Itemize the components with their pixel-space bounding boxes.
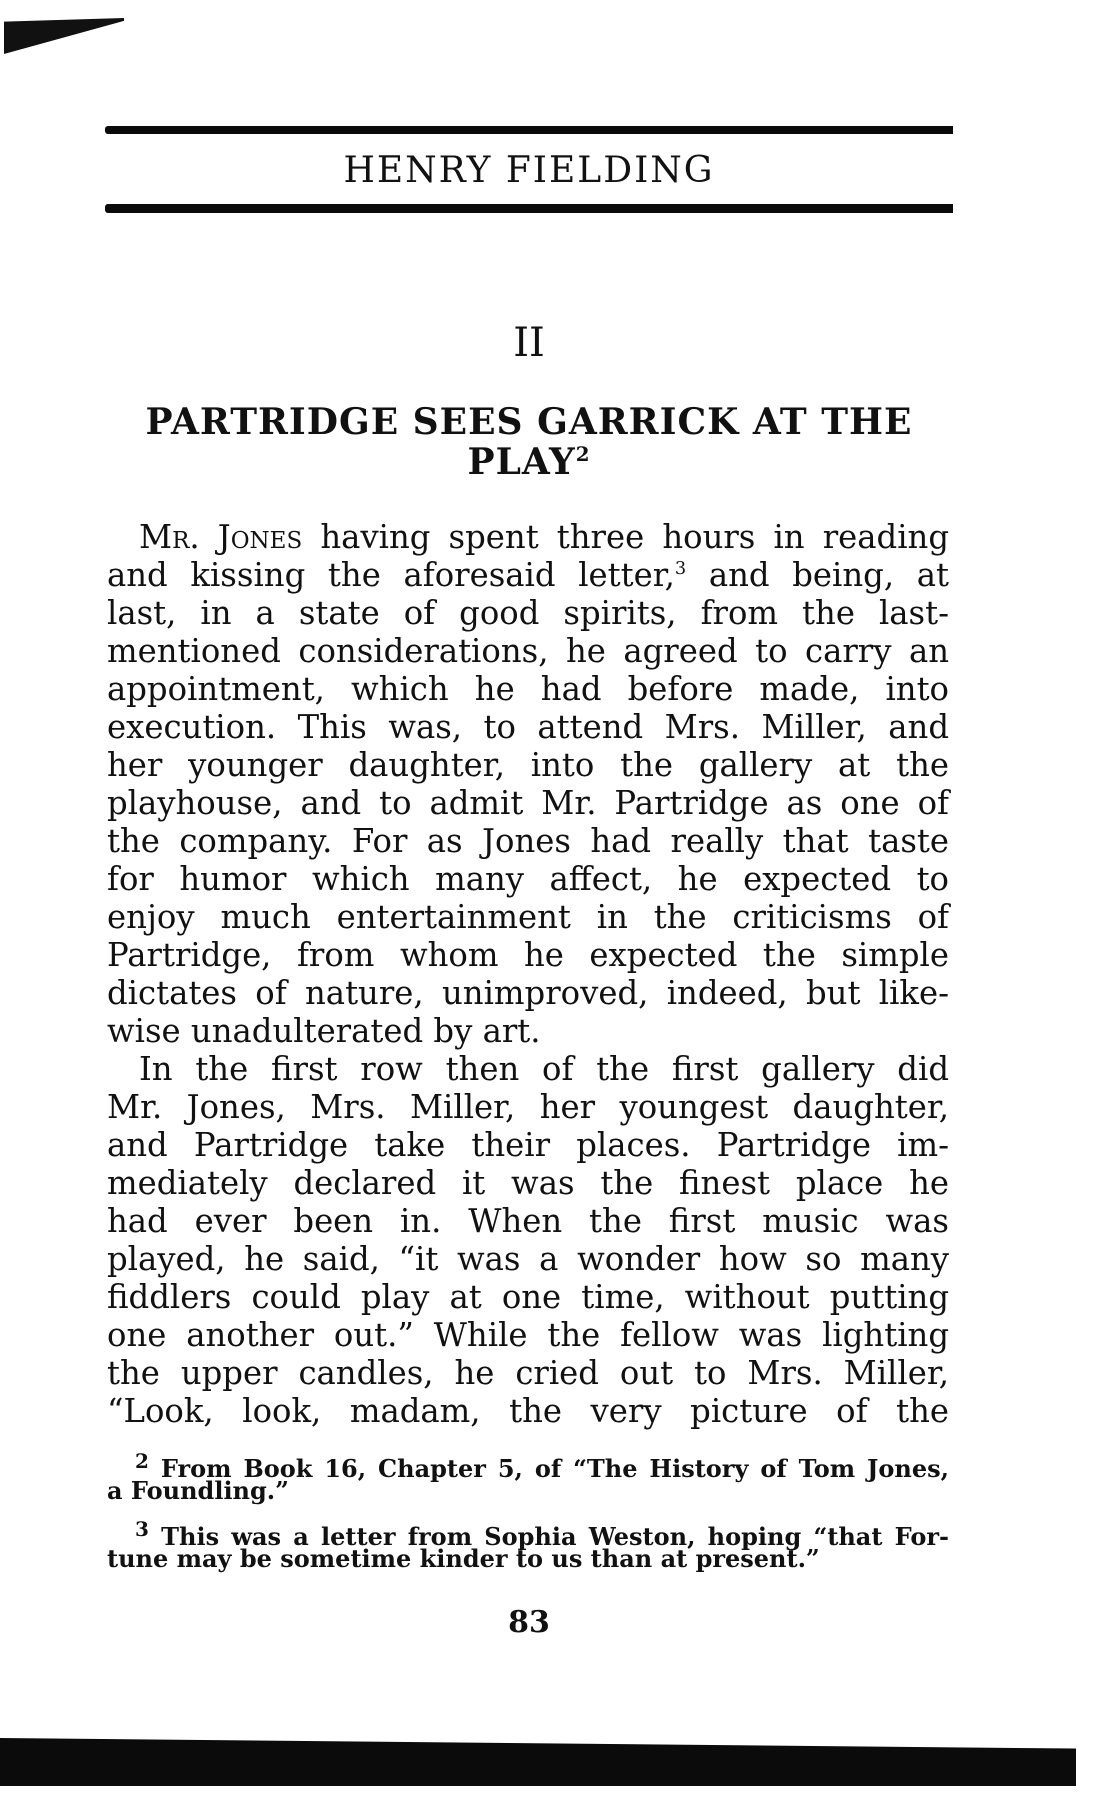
body-line: In the first row then of the first gallery did bbox=[139, 1050, 949, 1088]
body-line: mediately declared it was the finest place he bbox=[107, 1164, 949, 1202]
body-line: fiddlers could play at one time, without putting bbox=[107, 1278, 949, 1316]
body-line: the company. For as Jones had really that taste bbox=[107, 822, 949, 860]
body-line: the upper candles, he cried out to Mrs. Miller, bbox=[107, 1354, 949, 1392]
body-line: mentioned considerations, he agreed to carry an bbox=[107, 632, 949, 670]
running-head: HENRY FIELDING bbox=[343, 150, 715, 191]
body-line: her younger daughter, into the gallery at the bbox=[107, 746, 949, 784]
section-title-line-1: PARTRIDGE SEES GARRICK AT THE bbox=[145, 401, 913, 443]
section-title-text: PLAY bbox=[467, 441, 576, 483]
scan-bottom-edge bbox=[0, 1738, 1076, 1786]
body-line: execution. This was, to attend Mrs. Miller, and bbox=[107, 708, 949, 746]
body-line: and Partridge take their places. Partridge im- bbox=[107, 1126, 949, 1164]
body-line: dictates of nature, unimproved, indeed, but like- bbox=[107, 974, 949, 1012]
header-rule-top bbox=[105, 126, 953, 134]
lead-in: Mr. Jones bbox=[139, 518, 303, 556]
body-line: had ever been in. When the first music was bbox=[107, 1202, 949, 1240]
body-line: wise unadulterated by art. bbox=[107, 1012, 541, 1050]
footnote-marker: 3 bbox=[135, 1517, 149, 1541]
body-line: last, in a state of good spirits, from the last- bbox=[107, 594, 949, 632]
body-line: for humor which many affect, he expected to bbox=[107, 860, 949, 898]
body-line: Mr. Jones having spent three hours in reading bbox=[139, 518, 949, 556]
header-rule-bottom bbox=[105, 204, 953, 213]
footnote-line: $^3$ This was a letter from Sophia Weston, hoping “that For- bbox=[135, 1517, 950, 1551]
body-line: Partridge, from whom he expected the simple bbox=[107, 936, 949, 974]
body-line: and kissing the aforesaid letter,$^3$ and being, at bbox=[107, 556, 950, 594]
body-line: one another out.” While the fellow was lighting bbox=[107, 1316, 949, 1354]
footnotes bbox=[107, 1447, 949, 1573]
scan-corner-mark bbox=[4, 18, 124, 54]
body-line: appointment, which he had before made, into bbox=[107, 670, 949, 708]
page-number: 83 bbox=[508, 1605, 550, 1640]
footnote-marker: 2 bbox=[135, 1449, 149, 1473]
section-title bbox=[105, 402, 953, 482]
body-line: “Look, look, madam, the very picture of the bbox=[107, 1392, 949, 1430]
footnote-ref: 2 bbox=[575, 442, 591, 466]
body-line: played, he said, “it was a wonder how so many bbox=[107, 1240, 949, 1278]
footnote-line: $^2$ From Book 16, Chapter 5, of “The History of Tom Jones, bbox=[135, 1449, 949, 1483]
section-title-line-2 bbox=[105, 442, 953, 482]
body-text bbox=[107, 518, 949, 1430]
body-line: playhouse, and to admit Mr. Partridge as one of bbox=[107, 784, 949, 822]
footnote-line: a Foundling.” bbox=[107, 1476, 289, 1505]
body-line: enjoy much entertainment in the criticisms of bbox=[107, 898, 949, 936]
footnote-line: tune may be sometime kinder to us than at present.” bbox=[107, 1544, 820, 1573]
body-line: Mr. Jones, Mrs. Miller, her youngest daughter, bbox=[107, 1088, 949, 1126]
section-number: II bbox=[513, 320, 545, 366]
footnote-ref: 3 bbox=[674, 559, 687, 580]
